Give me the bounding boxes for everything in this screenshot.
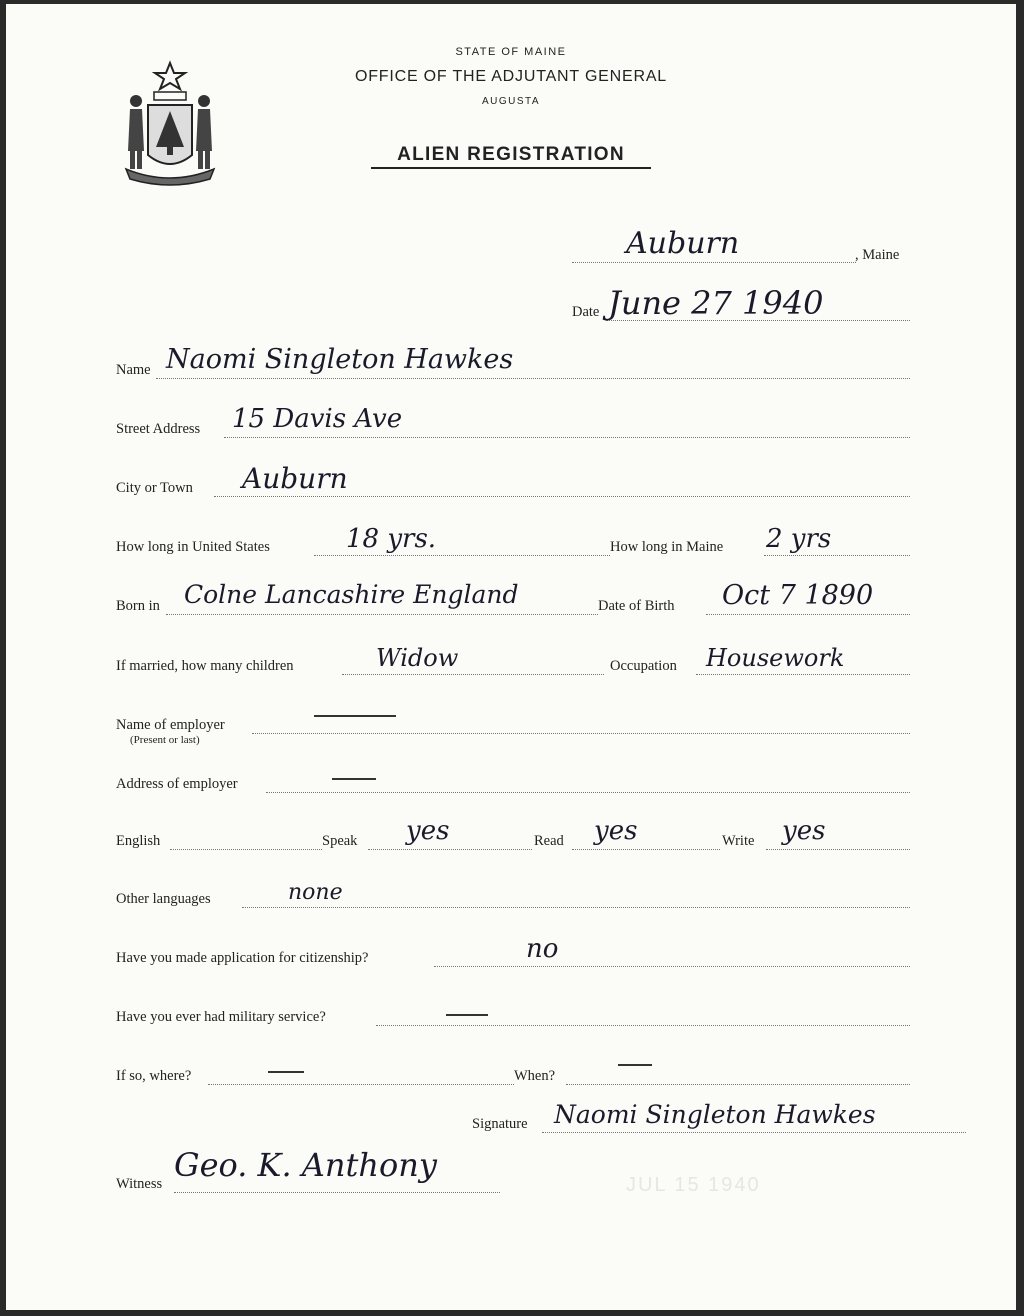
children-value[interactable]: Widow (376, 644, 459, 672)
read-label: Read (534, 833, 564, 849)
years-in-us-label: How long in United States (116, 539, 270, 555)
signature-label: Signature (472, 1116, 528, 1132)
date-of-birth-label: Date of Birth (598, 598, 675, 614)
state-heading: STATE OF MAINE (455, 46, 567, 58)
form-title: ALIEN REGISTRATION (397, 144, 625, 165)
alien-registration-form (6, 4, 1016, 1310)
write-value[interactable]: yes (782, 816, 826, 846)
street-address-label: Street Address (116, 421, 201, 437)
speak-value[interactable]: yes (406, 816, 450, 846)
military-service-blank-dash (446, 1014, 488, 1016)
name-line (156, 378, 910, 379)
town-line (572, 262, 856, 263)
employer-address-label: Address of employer (116, 776, 238, 792)
years-in-us-line (314, 555, 610, 556)
city-label: City or Town (116, 480, 193, 496)
english-label: English (116, 833, 161, 849)
citizenship-value[interactable]: no (526, 934, 559, 964)
received-stamp: JUL 15 1940 (626, 1174, 761, 1196)
other-languages-value[interactable]: none (288, 880, 343, 905)
employer-line (252, 733, 910, 734)
employer-sublabel: (Present or last) (130, 734, 200, 746)
town-suffix-label: , Maine (855, 247, 900, 263)
name-value[interactable]: Naomi Singleton Hawkes (166, 344, 514, 375)
date-value[interactable]: June 27 1940 (608, 284, 824, 322)
where-blank-dash (268, 1071, 304, 1073)
read-line (572, 849, 720, 850)
employer-address-line (266, 792, 910, 793)
military-service-label: Have you ever had military service? (116, 1009, 326, 1025)
when-line (566, 1084, 910, 1085)
citizenship-line (434, 966, 910, 967)
when-blank-dash (618, 1064, 652, 1066)
office-heading: OFFICE OF THE ADJUTANT GENERAL (354, 68, 668, 85)
occupation-value[interactable]: Housework (706, 644, 845, 672)
when-label: When? (514, 1068, 556, 1084)
birthplace-label: Born in (116, 598, 160, 614)
town-value[interactable]: Auburn (626, 226, 740, 261)
birthplace-value[interactable]: Colne Lancashire England (184, 580, 519, 609)
write-label: Write (722, 833, 755, 849)
years-in-maine-line (764, 555, 910, 556)
street-address-line (224, 437, 910, 438)
employer-address-blank-dash (332, 778, 376, 780)
other-languages-line (242, 907, 910, 908)
speak-line (368, 849, 532, 850)
read-value[interactable]: yes (594, 816, 638, 846)
citizenship-label: Have you made application for citizenship? (116, 950, 369, 966)
where-line (208, 1084, 514, 1085)
other-languages-label: Other languages (116, 891, 211, 907)
years-in-us-value[interactable]: 18 yrs. (346, 524, 437, 554)
name-label: Name (116, 362, 151, 378)
occupation-line (696, 674, 910, 675)
city-line (214, 496, 910, 497)
occupation-label: Occupation (610, 658, 677, 674)
city-heading: AUGUSTA (481, 96, 541, 107)
birthplace-line (166, 614, 598, 615)
date-of-birth-value[interactable]: Oct 7 1890 (722, 580, 874, 611)
write-line (766, 849, 910, 850)
speak-label: Speak (322, 833, 358, 849)
children-line (342, 674, 604, 675)
witness-line (174, 1192, 500, 1193)
where-label: If so, where? (116, 1068, 192, 1084)
employer-blank-dash (314, 715, 396, 717)
street-address-value[interactable]: 15 Davis Ave (232, 404, 403, 434)
date-of-birth-line (706, 614, 910, 615)
title-underline (371, 167, 651, 169)
years-in-maine-label: How long in Maine (610, 539, 724, 555)
signature-line (542, 1132, 966, 1133)
date-label: Date (572, 304, 600, 320)
witness-value[interactable]: Geo. K. Anthony (174, 1146, 437, 1184)
children-label: If married, how many children (116, 658, 294, 674)
signature-value[interactable]: Naomi Singleton Hawkes (554, 1100, 876, 1129)
city-value[interactable]: Auburn (242, 462, 348, 495)
military-service-line (376, 1025, 910, 1026)
years-in-maine-value[interactable]: 2 yrs (766, 524, 832, 554)
english-line (170, 849, 322, 850)
employer-label: Name of employer (116, 717, 225, 733)
witness-label: Witness (116, 1176, 163, 1192)
